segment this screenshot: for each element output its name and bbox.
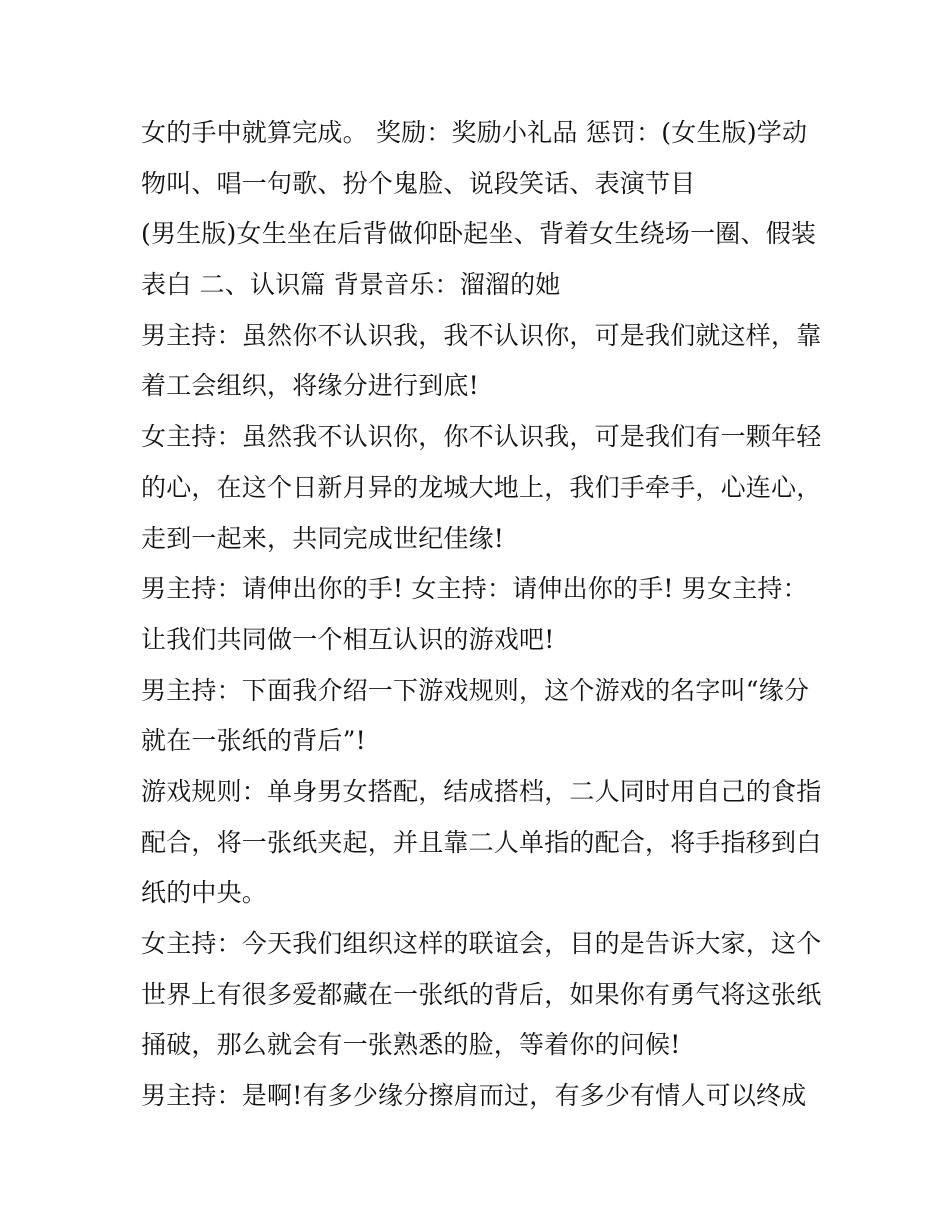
text-line: 物叫、唱一句歌、扮个鬼脸、说段笑话、表演节目 bbox=[141, 168, 696, 198]
text-line: 女主持：今天我们组织这样的联谊会，目的是告诉大家，这个 bbox=[141, 929, 821, 958]
text-line: 就在一张纸的背后”! bbox=[141, 726, 366, 756]
text-line: 让我们共同做一个相互认识的游戏吧! bbox=[141, 624, 555, 654]
text-line: 男主持：是啊!有多少缘分擦肩而过，有多少有情人可以终成 bbox=[141, 1081, 807, 1111]
text-line: 游戏规则：单身男女搭配，结成搭档，二人同时用自己的食指 bbox=[141, 776, 821, 806]
text-line: 女主持：虽然我不认识你，你不认识我，可是我们有一颗年轻 bbox=[141, 422, 821, 452]
text-line: 纸的中央。 bbox=[141, 878, 268, 908]
text-line: 世界上有很多爱都藏在一张纸的背后，如果你有勇气将这张纸 bbox=[141, 979, 821, 1009]
body-text bbox=[141, 108, 821, 1122]
text-line: 配合，将一张纸夹起，并且靠二人单指的配合，将手指移到白 bbox=[141, 827, 821, 857]
text-line: 男主持：虽然你不认识我，我不认识你，可是我们就这样，靠 bbox=[141, 320, 821, 350]
text-line: 的心，在这个日新月异的龙城大地上，我们手牵手，心连心， bbox=[141, 472, 821, 502]
text-line: 着工会组织，将缘分进行到底! bbox=[141, 371, 479, 401]
text-line: 男主持：下面我介绍一下游戏规则，这个游戏的名字叫“缘分 bbox=[141, 675, 810, 705]
text-line: (男生版)女生坐在后背做仰卧起坐、背着女生绕场一圈、假装 bbox=[141, 219, 817, 249]
text-line: 走到一起来，共同完成世纪佳缘! bbox=[141, 523, 505, 553]
text-line: 表白 二、认识篇 背景音乐：溜溜的她 bbox=[141, 270, 561, 300]
text-line: 捅破，那么就会有一张熟悉的脸，等着你的问候! bbox=[141, 1030, 681, 1060]
text-line: 女的手中就算完成。 奖励：奖励小礼品 惩罚：(女生版)学动 bbox=[141, 118, 808, 147]
text-line: 男主持：请伸出你的手! 女主持：请伸出你的手! 男女主持： bbox=[141, 574, 808, 604]
